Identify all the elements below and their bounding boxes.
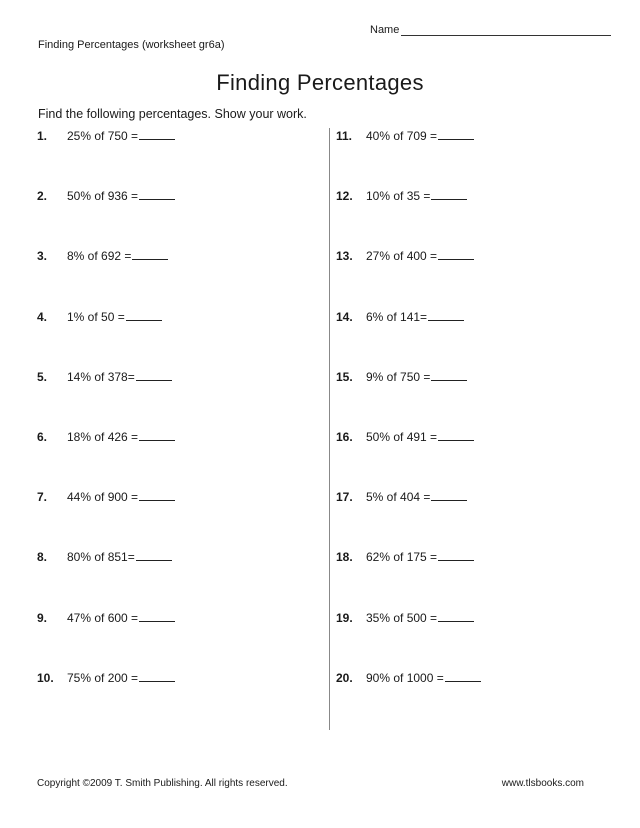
problem-number: 3.: [37, 249, 48, 264]
name-label: Name: [370, 24, 400, 36]
problem-item: [336, 611, 474, 625]
answer-blank[interactable]: [438, 249, 474, 260]
problem-question: 47% of 600 =: [67, 610, 139, 625]
problem-question: 14% of 378=: [67, 369, 135, 384]
website-link[interactable]: www.tlsbooks.com: [501, 778, 584, 789]
instructions: Find the following percentages. Show your work.: [38, 107, 307, 121]
problem-number: 5.: [37, 369, 48, 384]
problem-number: 12.: [336, 189, 353, 204]
problem-item: [37, 249, 168, 263]
page-title: Finding Percentages: [216, 70, 424, 95]
problem-item: [336, 129, 474, 143]
problem-question: 27% of 400 =: [366, 249, 438, 264]
answer-blank[interactable]: [445, 671, 481, 682]
name-blank-line[interactable]: [401, 24, 611, 36]
problem-item: [37, 370, 172, 384]
problem-number: 19.: [336, 610, 353, 625]
answer-blank[interactable]: [431, 490, 467, 501]
problem-question: 1% of 50 =: [67, 309, 125, 324]
problem-number: 2.: [37, 189, 48, 204]
answer-blank[interactable]: [132, 249, 168, 260]
problem-item: [336, 189, 467, 203]
answer-blank[interactable]: [438, 430, 474, 441]
problem-question: 80% of 851=: [67, 550, 135, 565]
problem-item: [37, 430, 175, 444]
problem-number: 10.: [37, 670, 54, 685]
column-divider: [329, 128, 330, 730]
problem-item: [336, 249, 474, 263]
answer-blank[interactable]: [431, 189, 467, 200]
problem-number: 14.: [336, 309, 353, 324]
problem-question: 44% of 900 =: [67, 490, 139, 505]
problem-question: 6% of 141=: [366, 309, 428, 324]
problem-number: 16.: [336, 430, 353, 444]
answer-blank[interactable]: [438, 129, 474, 140]
copyright-text: Copyright ©2009 T. Smith Publishing. All rights reserved.: [37, 778, 288, 789]
answer-blank[interactable]: [136, 550, 172, 561]
problem-item: [37, 611, 175, 625]
problem-question: 40% of 709 =: [366, 129, 438, 143]
problem-question: 8% of 692 =: [67, 249, 132, 264]
problem-question: 50% of 491 =: [366, 430, 438, 444]
problem-question: 18% of 426 =: [67, 430, 139, 444]
problem-question: 9% of 750 =: [366, 369, 431, 384]
problem-number: 6.: [37, 430, 48, 444]
problem-item: [37, 550, 172, 564]
problem-question: 75% of 200 =: [67, 670, 139, 685]
problem-question: 35% of 500 =: [366, 610, 438, 625]
answer-blank[interactable]: [139, 430, 175, 441]
worksheet-label: Finding Percentages (worksheet gr6a): [38, 39, 225, 51]
problem-item: [336, 550, 474, 564]
problem-number: 8.: [37, 550, 48, 565]
problem-number: 11.: [336, 129, 353, 143]
problem-item: [336, 490, 467, 504]
problem-item: [336, 430, 474, 444]
answer-blank[interactable]: [136, 370, 172, 381]
problem-number: 13.: [336, 249, 353, 264]
problem-item: [336, 310, 464, 324]
answer-blank[interactable]: [139, 671, 175, 682]
answer-blank[interactable]: [431, 370, 467, 381]
answer-blank[interactable]: [139, 611, 175, 622]
answer-blank[interactable]: [438, 550, 474, 561]
problem-number: 9.: [37, 610, 48, 625]
name-field-row: [370, 24, 611, 36]
problem-number: 4.: [37, 309, 48, 324]
problem-number: 18.: [336, 550, 353, 565]
answer-blank[interactable]: [438, 611, 474, 622]
answer-blank[interactable]: [126, 310, 162, 321]
problem-number: 17.: [336, 490, 353, 505]
problem-question: 5% of 404 =: [366, 490, 431, 505]
answer-blank[interactable]: [139, 189, 175, 200]
problem-question: 10% of 35 =: [366, 189, 431, 204]
problem-question: 62% of 175 =: [366, 550, 438, 565]
problem-number: 15.: [336, 369, 353, 384]
problem-question: 50% of 936 =: [67, 189, 139, 204]
problem-item: [37, 310, 162, 324]
problem-question: 90% of 1000 =: [366, 670, 444, 685]
answer-blank[interactable]: [139, 129, 175, 140]
problem-item: [336, 370, 467, 384]
problem-item: [37, 490, 175, 504]
problem-item: [37, 189, 175, 203]
problem-item: [37, 129, 175, 143]
answer-blank[interactable]: [428, 310, 464, 321]
problem-number: 7.: [37, 490, 48, 505]
problem-number: 20.: [336, 670, 353, 685]
problem-item: [336, 671, 481, 685]
problem-question: 25% of 750 =: [67, 129, 139, 143]
problem-number: 1.: [37, 129, 48, 143]
answer-blank[interactable]: [139, 490, 175, 501]
problem-item: [37, 671, 175, 685]
